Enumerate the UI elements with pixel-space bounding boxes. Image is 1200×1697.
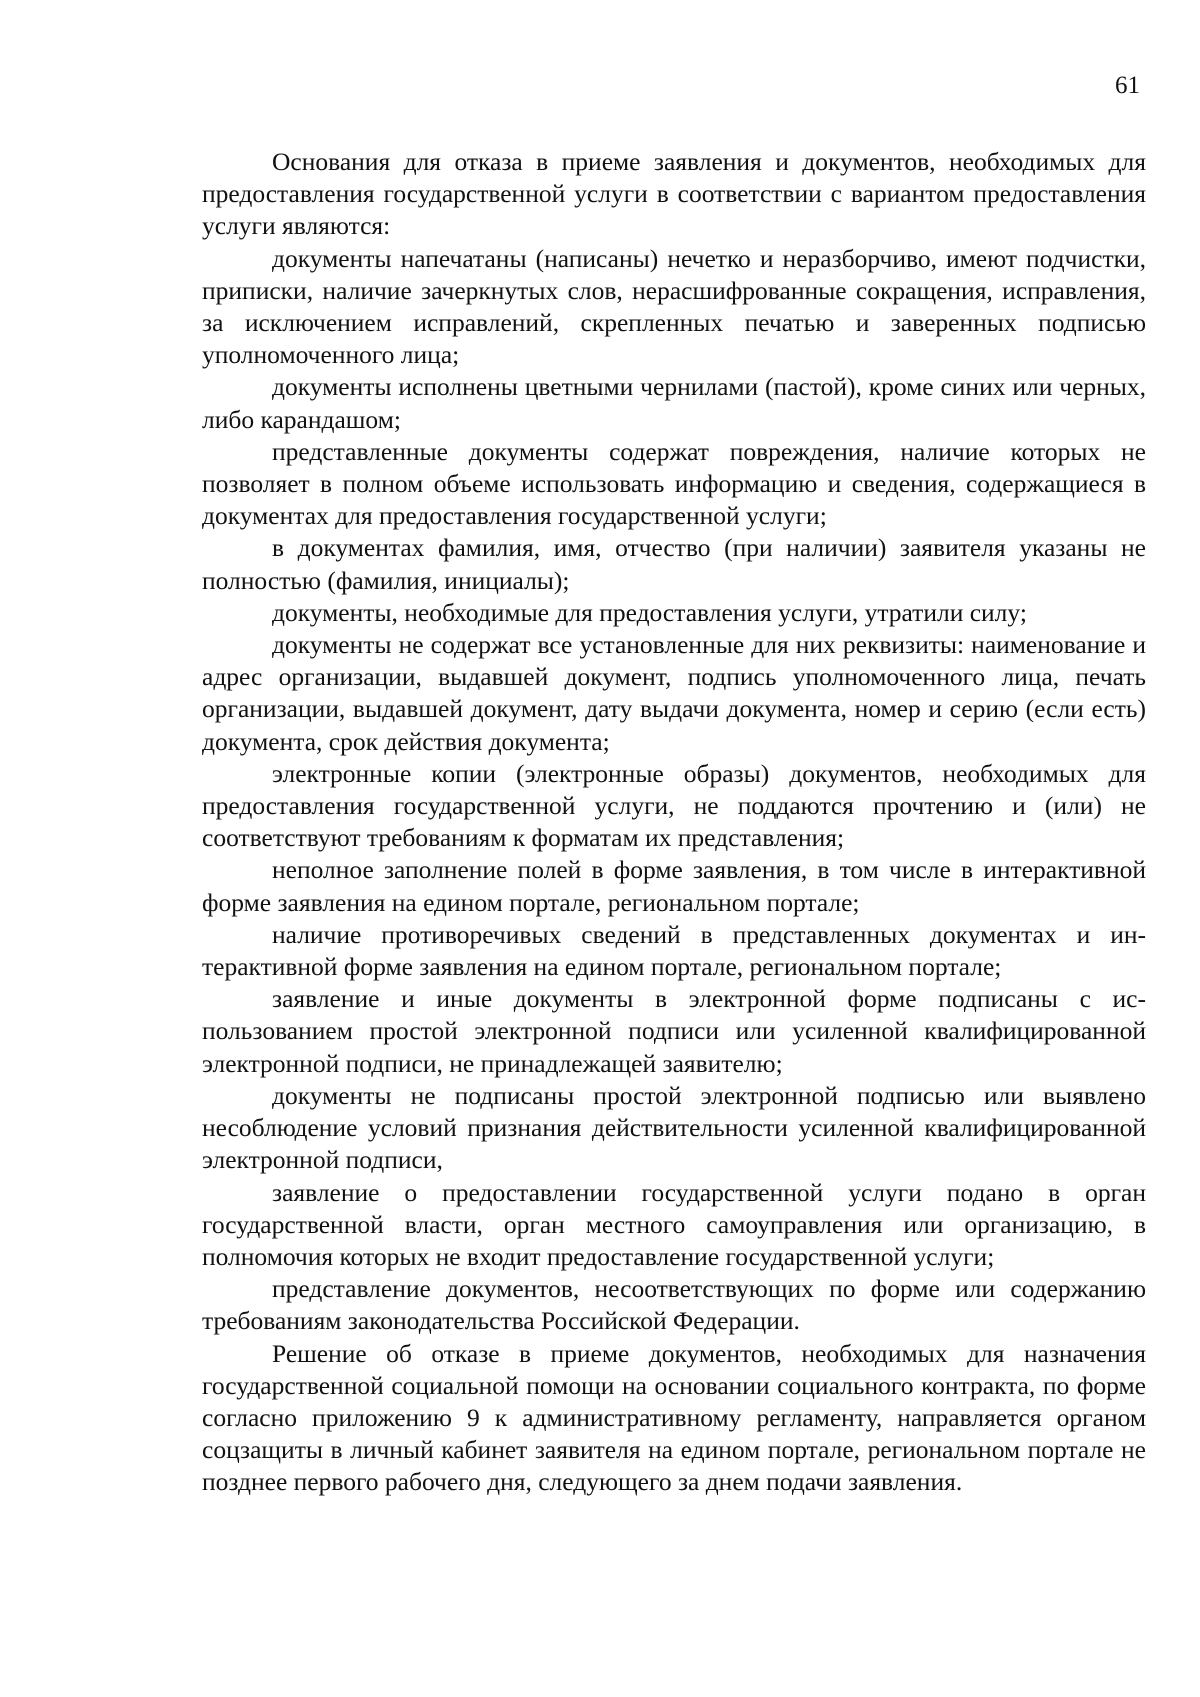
paragraph-colored-ink: документы исполнены цветными чернилами (пастой), кроме синих или черных, либо карандашом; — [202, 372, 1146, 434]
document-body — [202, 146, 1146, 1499]
paragraph-expired-documents: документы, необходимые для предоставления услуги, утратили силу; — [272, 597, 1027, 627]
paragraph-legal-noncompliance: представление документов, несоответствующих по форме или содержанию требованиям законодательства Российской Федерации. — [202, 1274, 1146, 1336]
paragraph-missing-requisites: документы не содержат все установленные для них реквизиты: наименование и адрес организации, выдавшей документ, подпись уполномоченного лица, печать организации, выдавшей документ, дату выдачи документа, номер и серию (если есть) документа, срок действия документа; — [202, 630, 1146, 756]
paragraph-incomplete-form: неполное заполнение полей в форме заявления, в том числе в интерактивной форме заявления на едином портале, региональном портале; — [202, 855, 1146, 917]
paragraph-unreadable-copies: электронные копии (электронные образы) документов, необходимых для предоставления государственной услуги, не поддаются прочтению и (или) не соответствуют требованиям к форматам их представления; — [202, 758, 1146, 853]
paragraph-damaged-documents: представленные документы содержат повреждения, наличие которых не позволяет в полном объеме использовать информацию и сведения, содержащиеся в документах для предоставления государственной услуги; — [202, 436, 1146, 531]
paragraph-unsigned-documents: документы не подписаны простой электронной подписью или выявлено несоблюдение условий признания действительности усиленной квалифицированной электронной подписи, — [202, 1080, 1146, 1175]
paragraph-refusal-decision: Решение об отказе в приеме документов, необходимых для назначения государственной социальной помощи на основании социального контракта, по форме согласно приложению 9 к административному регламенту, направляется органом соцзащиты в личный кабинет заявителя на едином портале, региональном портале не позднее первого рабочего дня, следующего за днем подачи заявления. — [202, 1338, 1146, 1497]
paragraph-foreign-signature: заявление и иные документы в электронной форме подписаны с использованием простой электронной подписи или усиленной квалифицированной электронной подписи, не принадлежащей заявителю; — [202, 984, 1146, 1078]
paragraph-incomplete-name: в документах фамилия, имя, отчество (при наличии) заявителя указаны не полностью (фамилия, инициалы); — [202, 533, 1146, 595]
page-number: 61 — [1115, 72, 1140, 99]
paragraph-wrong-authority: заявление о предоставлении государственной услуги подано в орган государственной власти, орган местного самоуправления или организацию, в полномочия которых не входит предоставление государственной услуги; — [202, 1177, 1146, 1271]
paragraph-contradictory-info: наличие противоречивых сведений в представленных документах и интерактивной форме заявления на едином портале, региональном портале; — [202, 919, 1146, 982]
paragraph-illegible-documents: документы напечатаны (написаны) нечетко и неразборчиво, имеют подчистки, приписки, наличие зачеркнутых слов, нерасшифрованные сокращения, исправления, за исключением исправлений, скрепленных печатью и заверенных подписью уполномоченного лица; — [202, 243, 1146, 370]
paragraph-grounds-intro: Основания для отказа в приеме заявления и документов, необходимых для предоставления государственной услуги в соответствии с вариантом предоставления услуги являются: — [202, 147, 1146, 241]
